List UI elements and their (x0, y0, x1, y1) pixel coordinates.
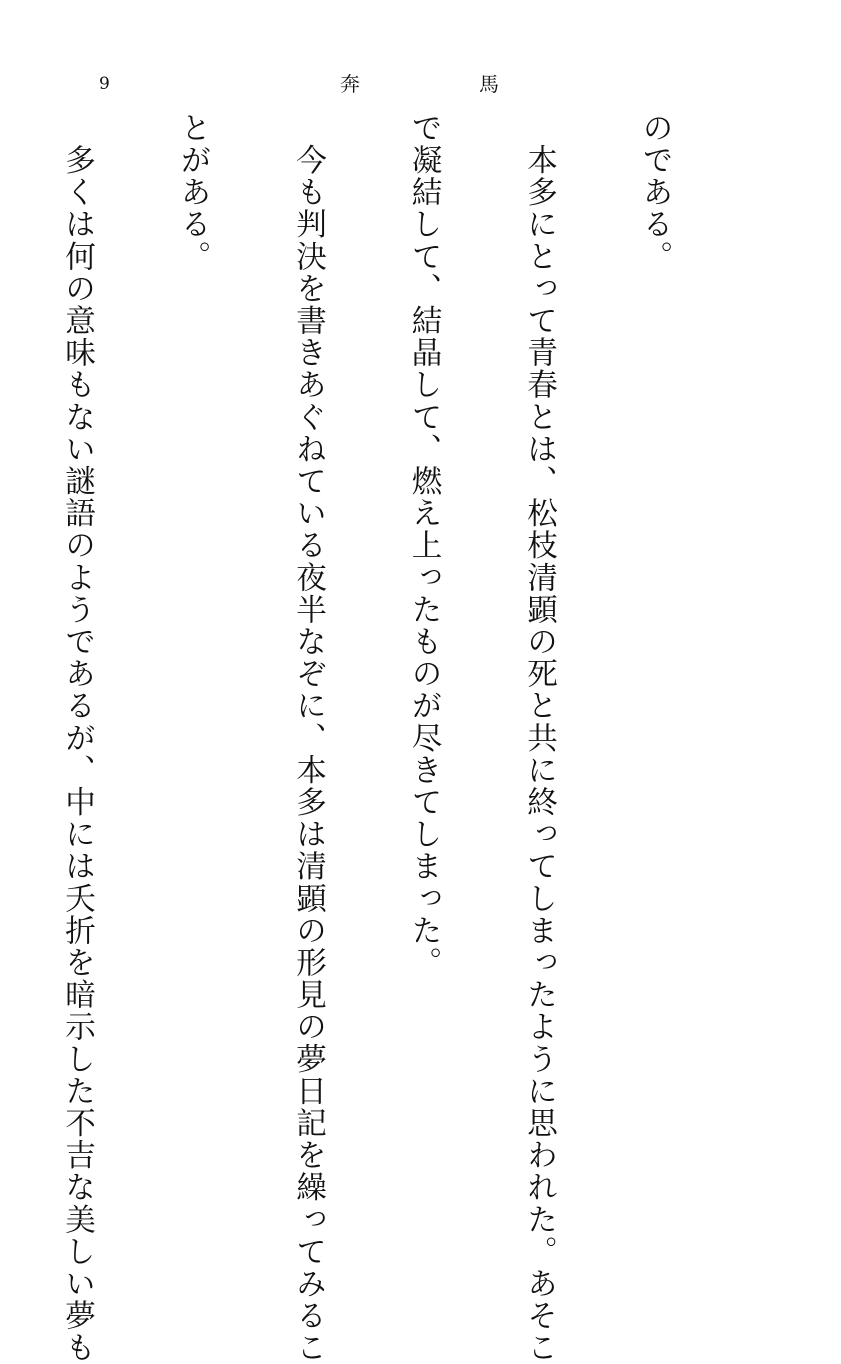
text-line: 今も判決を書きあぐねている夜半なぞに、本多は清顕の形見の夢日記を繰ってみるこ (290, 112, 326, 1364)
text-line: 多くは何の意味もない謎語のようであるが、中には夭折を暗示した不吉な美しい夢も (59, 112, 95, 1364)
text-line: のである。 (637, 112, 672, 273)
text-line: 本多にとって青春とは、松枝清顕の死と共に終ってしまったように思われた。あそこ (521, 112, 557, 1364)
running-title-char-1: 奔 (340, 72, 360, 96)
text-line: とがある。 (175, 112, 210, 273)
vertical-body-text (59, 112, 750, 1364)
page-number: 9 (99, 74, 110, 94)
text-line: で凝結して、結晶して、燃え上ったものが尽きてしまった。 (406, 112, 441, 979)
running-title-char-2: 馬 (479, 72, 499, 96)
